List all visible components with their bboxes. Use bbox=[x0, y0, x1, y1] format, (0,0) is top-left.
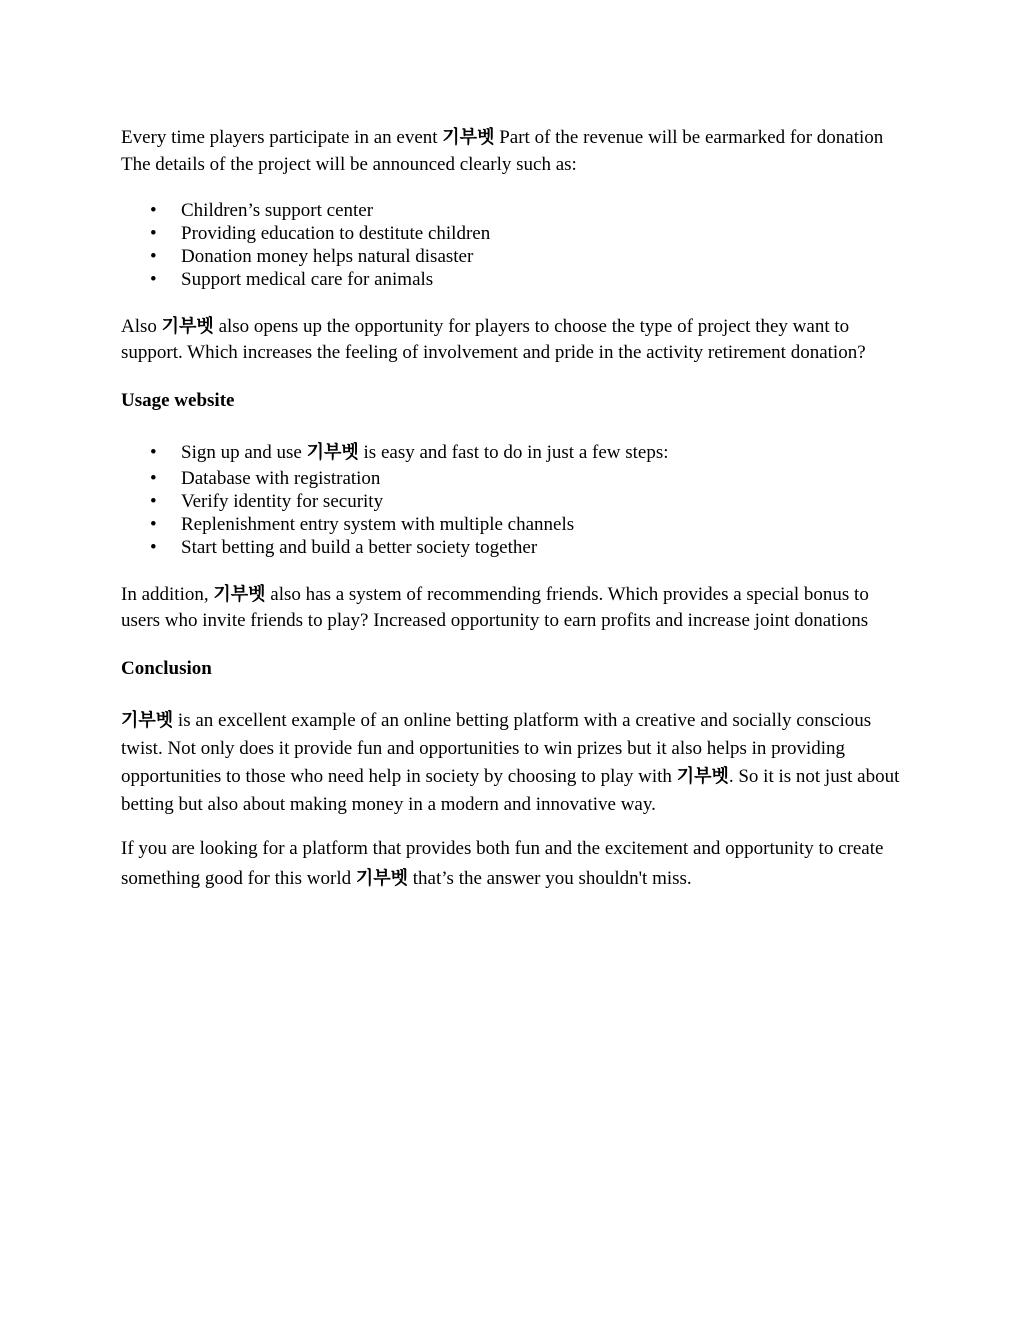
steps-list bbox=[121, 439, 906, 559]
conclusion-text-end: . So it is not just about betting but also about making money in a modern and innovative way. bbox=[121, 766, 900, 815]
project-list bbox=[121, 199, 906, 291]
brand-name: 기부벳 bbox=[121, 710, 174, 731]
final-text-before: If you are looking for a platform that provides both fun and the excitement and opportunity to create something good for this world bbox=[121, 838, 884, 889]
final-text-after: that’s the answer you shouldn't miss. bbox=[408, 868, 692, 889]
list-item-text: Replenishment entry system with multiple channels bbox=[181, 514, 575, 535]
addition-text-after: also has a system of recommending friends. Which provides a special bonus to users who invite friends to play? Increased opportunity to earn profits and increase joint donations bbox=[121, 584, 869, 631]
bullet-icon: • bbox=[150, 200, 157, 221]
brand-name: 기부벳 bbox=[213, 584, 266, 605]
brand-name: 기부벳 bbox=[676, 766, 729, 787]
list-item bbox=[121, 245, 906, 268]
final-paragraph bbox=[121, 834, 906, 894]
usage-heading: Usage website bbox=[121, 390, 235, 411]
conclusion-text-after: is an excellent example of an online betting platform with a creative and socially conscious twist. Not only does it provide fun and opportunities to win prizes but it also helps in providing opportunities to those who need help in society by choosing to play with bbox=[121, 710, 872, 787]
bullet-icon: • bbox=[150, 223, 157, 244]
brand-name: 기부벳 bbox=[442, 127, 495, 148]
list-item-text: Donation money helps natural disaster bbox=[181, 246, 474, 267]
list-item bbox=[121, 513, 906, 536]
bullet-icon: • bbox=[150, 269, 157, 290]
list-item-text: Database with registration bbox=[181, 468, 381, 489]
list-item-text: Start betting and build a better society together bbox=[181, 537, 538, 558]
list-item-text: Support medical care for animals bbox=[181, 269, 434, 290]
bullet-icon: • bbox=[150, 246, 157, 267]
addition-paragraph bbox=[121, 582, 906, 634]
brand-name: 기부벳 bbox=[161, 316, 214, 337]
bullet-icon: • bbox=[150, 442, 157, 463]
list-item bbox=[121, 467, 906, 490]
intro-text-before: Every time players participate in an event bbox=[121, 127, 443, 148]
also-text-before: Also bbox=[121, 316, 162, 337]
list-item bbox=[121, 536, 906, 559]
bullet-icon: • bbox=[150, 491, 157, 512]
list-item bbox=[121, 222, 906, 245]
brand-name: 기부벳 bbox=[355, 868, 409, 889]
intro-text-after: Part of the revenue will be earmarked for donation The details of the project will be announced clearly such as: bbox=[121, 127, 884, 175]
list-item-text: Providing education to destitute children bbox=[181, 223, 491, 244]
list-item-text: Children’s support center bbox=[181, 200, 374, 221]
list-item-text: Verify identity for security bbox=[181, 491, 384, 512]
intro-paragraph bbox=[121, 124, 906, 178]
brand-name: 기부벳 bbox=[306, 442, 359, 463]
step-text-after: is easy and fast to do in just a few steps: bbox=[358, 442, 669, 463]
list-item bbox=[121, 199, 906, 222]
document-page bbox=[121, 124, 906, 894]
conclusion-heading: Conclusion bbox=[121, 658, 212, 679]
also-paragraph bbox=[121, 314, 906, 366]
list-item bbox=[121, 490, 906, 513]
bullet-icon: • bbox=[150, 468, 157, 489]
addition-text-before: In addition, bbox=[121, 584, 214, 605]
step-text-before: Sign up and use bbox=[181, 442, 307, 463]
bullet-icon: • bbox=[150, 514, 157, 535]
also-text-after: also opens up the opportunity for players to choose the type of project they want to support. Which increases the feeling of involvement and pride in the activity retirement donation? bbox=[121, 316, 866, 363]
list-item bbox=[121, 268, 906, 291]
conclusion-paragraph bbox=[121, 707, 906, 819]
bullet-icon: • bbox=[150, 537, 157, 558]
list-item bbox=[121, 439, 906, 467]
